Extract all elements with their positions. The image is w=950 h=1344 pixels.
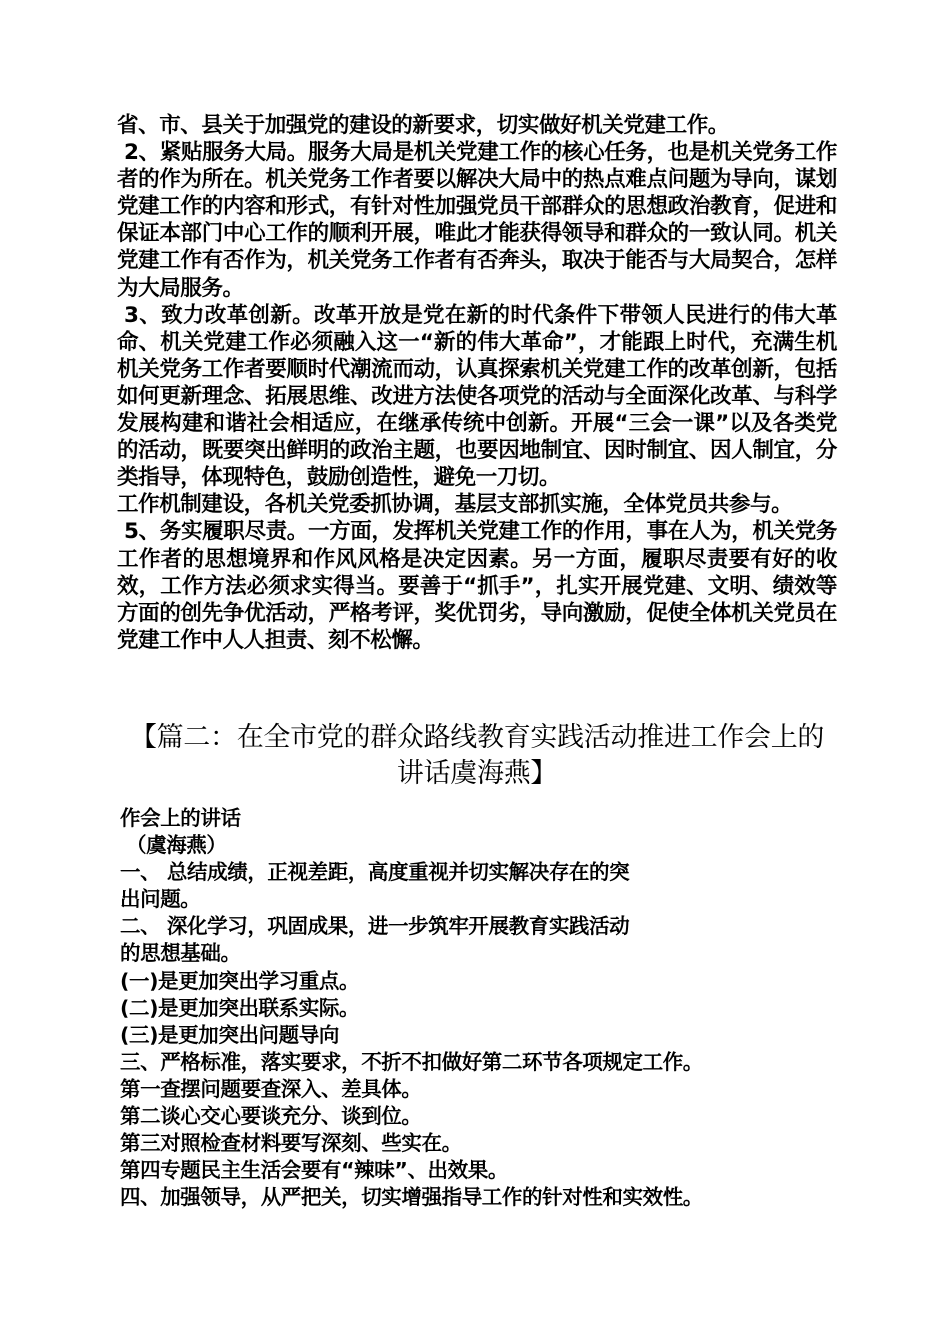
paragraph: 5、务实履职尽责。一方面，发挥机关党建工作的作用，事在人为，机关党务工作者的思想境界和作风风格是决定因素。另一方面，履职尽责要有好的收效，工作方法必须求实得当。要善于“抓手”，扎实开展党建、文明、绩效等方面的创先争优活动，严格考评，奖优罚劣，导向激励，促使全体机关党员在党建工作中人人担责、刻不松懈。 <box>117 519 837 653</box>
outline-line: (一)是更加突出学习重点。 <box>120 968 360 993</box>
outline-line: 出问题。 <box>120 887 201 912</box>
outline-line: 作会上的讲话 <box>120 806 241 830</box>
outline-line: （虞海燕） <box>126 833 227 858</box>
outline-line: 第三对照检查材料要写深刻、些实在。 <box>120 1131 462 1156</box>
paragraph: 2、紧贴服务大局。服务大局是机关党建工作的核心任务，也是机关党务工作者的作为所在。机关党务工作者要以解决大局中的热点难点问题为导向，谋划党建工作的内容和形式，有针对性加强党员干部群众的思想政治教育，促进和保证本部门中心工作的顺利开展，唯此才能获得领导和群众的一致认同。机关党建工作有否作为，机关党务工作者有否奔头，取决于能否与大局契合，怎样为大局服务。 <box>117 140 837 301</box>
outline-line: 三、严格标准，落实要求，不折不扣做好第二环节各项规定工作。 <box>120 1049 703 1074</box>
paragraph: 3、致力改革创新。改革开放是党在新的时代条件下带领人民进行的伟大革命、机关党建工作必须融入这一“新的伟大革命”，才能跟上时代，充满生机机关党务工作者要顺时代潮流而动，认真探索机关党建工作的改革创新，包括如何更新理念、拓展思维、改进方法使各项党的活动与全面深化改革、与科学发展构建和谐社会相适应，在继承传统中创新。开展“三会一课”以及各类党的活动，既要突出鲜明的政治主题，也要因地制宜、因时制宜、因人制宜，分类指导，体现特色，鼓励创造性，避免一刀切。 <box>117 302 837 491</box>
body-text <box>117 112 837 654</box>
paragraph: 工作机制建设，各机关党委抓协调，基层支部抓实施，全体党员共参与。 <box>117 492 793 518</box>
outline-line: 四、加强领导，从严把关，切实增强指导工作的针对性和实效性。 <box>120 1185 703 1210</box>
outline-line: 第一查摆问题要查深入、差具体。 <box>120 1076 422 1101</box>
outline-line: 的思想基础。 <box>120 941 241 966</box>
outline-list <box>120 805 820 1211</box>
outline-line: (二)是更加突出联系实际。 <box>120 995 360 1020</box>
outline-line: 一、 总结成绩，正视差距，高度重视并切实解决存在的突 <box>120 860 630 885</box>
outline-line: 第二谈心交心要谈充分、谈到位。 <box>120 1104 422 1129</box>
outline-line: 第四专题民主生活会要有“辣味”、出效果。 <box>120 1158 508 1183</box>
outline-line: 二、 深化学习，巩固成果，进一步筑牢开展教育实践活动 <box>120 914 630 939</box>
section-heading: 【篇二：在全市党的群众路线教育实践活动推进工作会上的讲话虞海燕】 <box>129 722 825 789</box>
paragraph: 省、市、县关于加强党的建设的新要求，切实做好机关党建工作。 <box>117 113 729 138</box>
outline-line: (三)是更加突出问题导向 <box>120 1022 339 1047</box>
